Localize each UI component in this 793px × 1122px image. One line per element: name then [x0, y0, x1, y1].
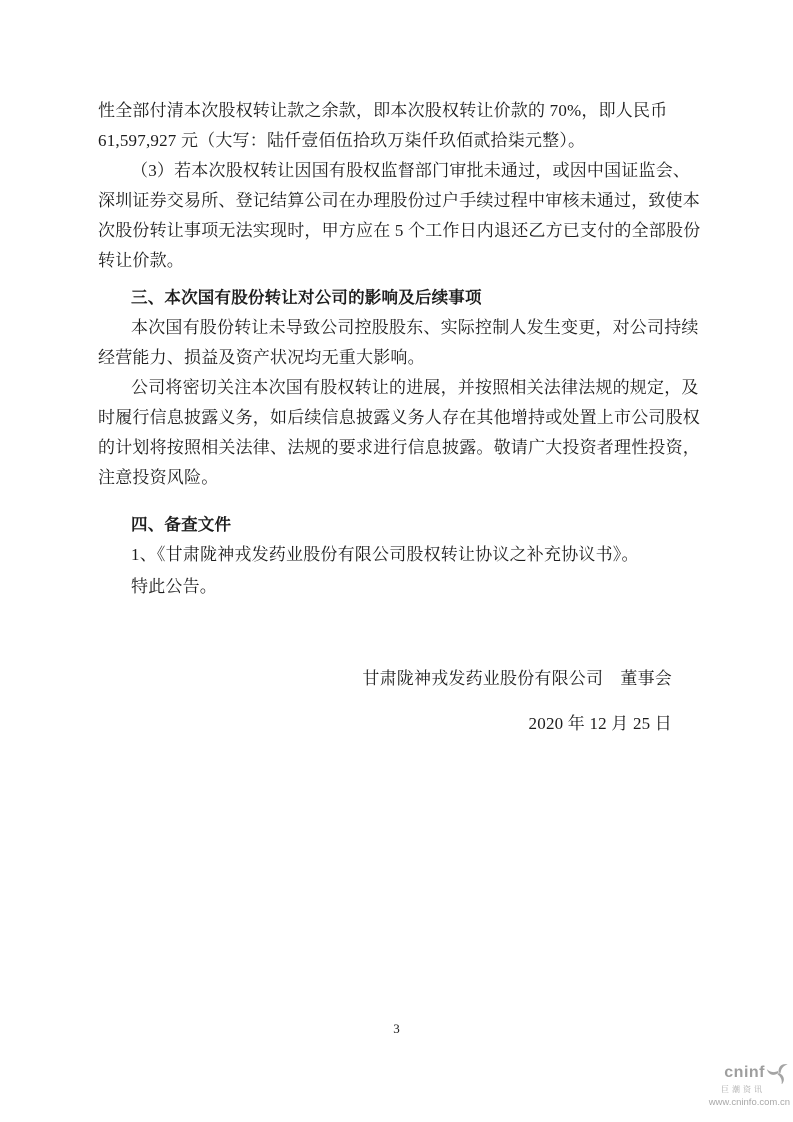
cninfo-brand-text: cninf: [724, 1064, 765, 1081]
signature-date-line: 2020 年 12 月 25 日: [528, 714, 672, 733]
section3-para1-line-2: 经营能力、损益及资产状况均无重大影响。: [98, 348, 425, 367]
cninfo-logo-icon: [766, 1062, 790, 1084]
section3-para2-line-2: 时履行信息披露义务，如后续信息披露义务人存在其他增持或处置上市公司股权: [98, 408, 700, 427]
signature-company-line: 甘肃陇神戎发药业股份有限公司 董事会: [362, 669, 672, 688]
section3-para1-line-1: 本次国有股份转让未导致公司控股股东、实际控制人发生变更，对公司持续: [131, 318, 699, 337]
paragraph-item3-line-2: 深圳证券交易所、登记结算公司在办理股份过户手续过程中审核未通过，致使本: [98, 191, 700, 210]
cninfo-watermark: [690, 1063, 790, 1108]
cninfo-logo-row: [690, 1063, 790, 1083]
paragraph-continuation-line-1: 性全部付清本次股权转让款之余款，即本次股权转让价款的 70%，即人民币: [98, 101, 668, 120]
paragraph-continuation-line-2: 61,597,927 元（大写：陆仟壹佰伍拾玖万柒仟玖佰贰拾柒元整）。: [98, 131, 586, 150]
cninfo-url: www.cninfo.com.cn: [708, 1097, 790, 1108]
page-number: 3: [393, 1021, 400, 1036]
paragraph-item3-line-4: 转让价款。: [98, 251, 184, 270]
section-4-heading: 四、备查文件: [131, 516, 232, 534]
section-3-heading: 三、本次国有股份转让对公司的影响及后续事项: [131, 289, 482, 307]
section3-para2-line-3: 的计划将按照相关法律、法规的要求进行信息披露。敬请广大投资者理性投资，: [98, 438, 700, 457]
paragraph-item3-line-3: 次股份转让事项无法实现时，甲方应在 5 个工作日内退还乙方已支付的全部股份: [98, 221, 701, 240]
section3-para2-line-4: 注意投资风险。: [98, 468, 219, 487]
closing-statement: 特此公告。: [131, 577, 217, 596]
section4-item-1: 1、《甘肃陇神戎发药业股份有限公司股权转让协议之补充协议书》。: [131, 545, 639, 564]
document-body: [98, 96, 701, 739]
section3-para2-line-1: 公司将密切关注本次国有股权转让的进展，并按照相关法律法规的规定，及: [131, 378, 699, 397]
cninfo-brand-chinese: 巨潮资讯: [721, 1085, 765, 1094]
paragraph-item3-line-1: （3）若本次股权转让因国有股权监督部门审批未通过，或因中国证监会、: [131, 161, 691, 180]
